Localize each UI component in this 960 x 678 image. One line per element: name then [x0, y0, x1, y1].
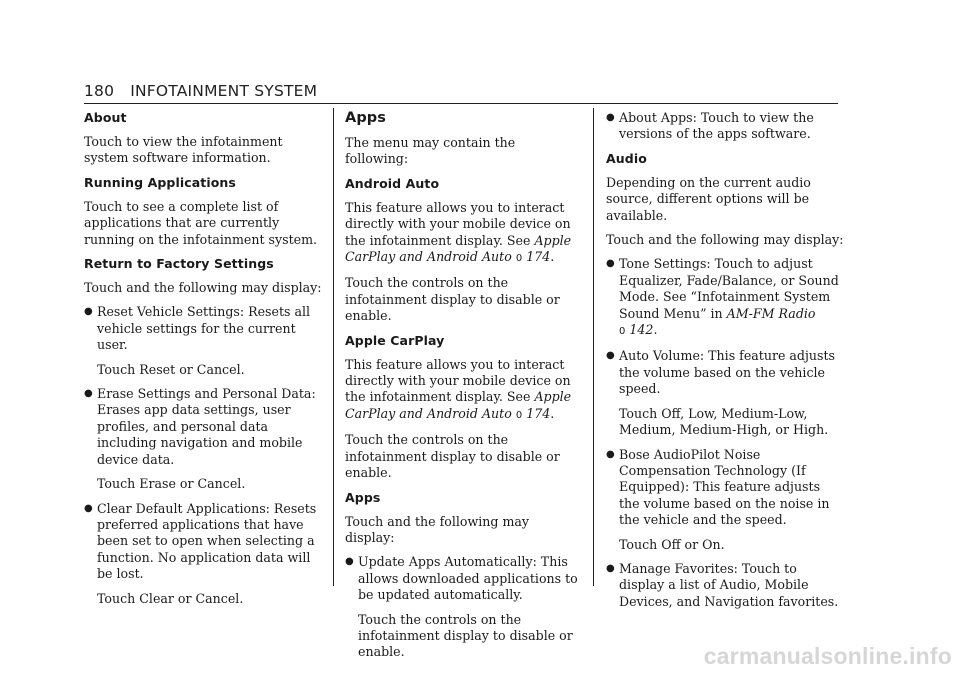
- running-applications-heading: Running Applications: [84, 174, 236, 190]
- watermark: carmanualsonline.info: [703, 643, 952, 669]
- apple-carplay-heading: Apple CarPlay: [345, 332, 445, 348]
- about-heading: About: [84, 110, 127, 125]
- column-2: [345, 110, 581, 669]
- audio-list: [606, 256, 844, 397]
- apps-section-heading: Apps: [345, 110, 387, 126]
- android-auto-text: [345, 200, 581, 268]
- list-item: [606, 256, 844, 340]
- apps-subheading: Apps: [345, 489, 381, 505]
- factory-settings-list-3: [84, 501, 324, 583]
- column-3: [606, 110, 844, 618]
- audio-heading: Audio: [606, 150, 647, 166]
- page-number: 180: [84, 82, 115, 100]
- carplay-controls-text: Touch the controls on the infotainment display to disable or enable.: [345, 432, 560, 481]
- apps-intro: Touch and the following may display:: [345, 513, 530, 545]
- list-item: [606, 561, 844, 610]
- factory-settings-heading: Return to Factory Settings: [84, 256, 274, 272]
- page-ref-icon: 0: [515, 409, 523, 421]
- list-item: [606, 447, 844, 529]
- bullet-icon: ●: [84, 388, 93, 400]
- tone-page-ref[interactable]: 142: [629, 322, 654, 338]
- carplay-cross-reference[interactable]: Apple CarPlay and Android Auto: [345, 389, 572, 421]
- reset-vehicle-settings-text: Reset Vehicle Settings: Resets all vehicle settings for the current user.: [97, 304, 311, 353]
- bullet-icon: ●: [606, 258, 615, 270]
- audio-list-2: [606, 447, 844, 529]
- carplay-page-ref[interactable]: 174: [526, 405, 551, 421]
- column-1: [84, 110, 324, 615]
- audio-text: Depending on the current audio source, different options will be available.: [606, 174, 811, 223]
- android-page-ref[interactable]: 174: [526, 249, 551, 265]
- chapter-title: INFOTAINMENT SYSTEM: [130, 82, 318, 100]
- update-apps-text: Update Apps Automatically: This allows downloaded applications to be updated automatically.: [358, 554, 578, 603]
- list-item: [606, 348, 844, 397]
- android-controls-text: Touch the controls on the infotainment display to disable or enable.: [345, 275, 560, 324]
- apps-list-continued: [606, 110, 844, 143]
- bullet-icon: ●: [606, 562, 615, 574]
- column-divider-1: [333, 108, 334, 586]
- header-rule: [84, 103, 838, 104]
- list-item: [84, 501, 324, 583]
- android-cross-reference[interactable]: Apple CarPlay and Android Auto: [345, 232, 572, 265]
- android-auto-heading: Android Auto: [345, 175, 440, 191]
- period: .: [653, 322, 658, 338]
- page-ref-icon: 0: [619, 326, 626, 338]
- bullet-icon: ●: [84, 306, 93, 318]
- list-item: [606, 110, 844, 143]
- period: .: [550, 249, 555, 265]
- manage-favorites-text: Manage Favorites: Touch to display a list of Audio, Mobile Devices, and Navigation favorites.: [619, 560, 839, 609]
- menu-intro: The menu may contain the following:: [345, 135, 516, 167]
- audio-list-3: [606, 561, 844, 610]
- bullet-icon: ●: [606, 448, 615, 460]
- list-item: [84, 386, 324, 468]
- clear-note: Touch Clear or Cancel.: [97, 590, 244, 606]
- bose-note: Touch Off or On.: [619, 536, 725, 552]
- bullet-icon: ●: [345, 556, 354, 568]
- bullet-icon: ●: [84, 502, 93, 514]
- tone-settings-text: Tone Settings: Touch to adjust Equalizer, Fade/Balance, or Sound Mode. See “Infotainment System Sound Menu” in: [619, 256, 839, 321]
- factory-settings-intro: Touch and the following may display:: [84, 280, 322, 296]
- audio-intro: Touch and the following may display:: [606, 232, 844, 248]
- auto-volume-text: Auto Volume: This feature adjusts the volume based on the vehicle speed.: [619, 348, 835, 397]
- running-applications-text: Touch to see a complete list of applications that are currently running on the infotainment system.: [84, 198, 318, 247]
- clear-default-apps-text: Clear Default Applications: Resets preferred applications that have been set to open when selecting a function. No application data will be lost.: [97, 500, 317, 582]
- page-ref-icon: 0: [515, 253, 523, 265]
- apple-carplay-text: [345, 357, 581, 425]
- bullet-icon: ●: [606, 350, 615, 362]
- list-item: [84, 304, 324, 353]
- am-fm-radio-reference[interactable]: AM-FM Radio: [726, 305, 816, 321]
- column-divider-2: [593, 108, 594, 586]
- page-header: [84, 82, 317, 100]
- about-text: Touch to view the infotainment system software information.: [84, 134, 283, 166]
- about-apps-text: About Apps: Touch to view the versions of the apps software.: [619, 110, 814, 142]
- factory-settings-list-2: [84, 386, 324, 468]
- bullet-icon: ●: [606, 112, 615, 123]
- period: .: [550, 405, 555, 421]
- auto-volume-note: Touch Off, Low, Medium-Low, Medium, Medium-High, or High.: [619, 405, 829, 438]
- erase-settings-text: Erase Settings and Personal Data: Erases app data settings, user profiles, and personal data including navigation and mobile device data.: [97, 386, 316, 467]
- erase-note: Touch Erase or Cancel.: [97, 476, 246, 492]
- apps-list: [345, 554, 581, 603]
- update-apps-note: Touch the controls on the infotainment display to disable or enable.: [358, 611, 573, 660]
- factory-settings-list: [84, 304, 324, 353]
- list-item: [345, 554, 581, 603]
- reset-note: Touch Reset or Cancel.: [97, 361, 245, 377]
- carplay-text: This feature allows you to interact directly with your mobile device on the infotainment display. See: [345, 356, 571, 405]
- android-text: This feature allows you to interact directly with your mobile device on the infotainment display. See: [345, 199, 571, 248]
- bose-audiopilot-text: Bose AudioPilot Noise Compensation Technology (If Equipped): This feature adjusts the volume based on the noise in the vehicle and the speed.: [619, 446, 830, 528]
